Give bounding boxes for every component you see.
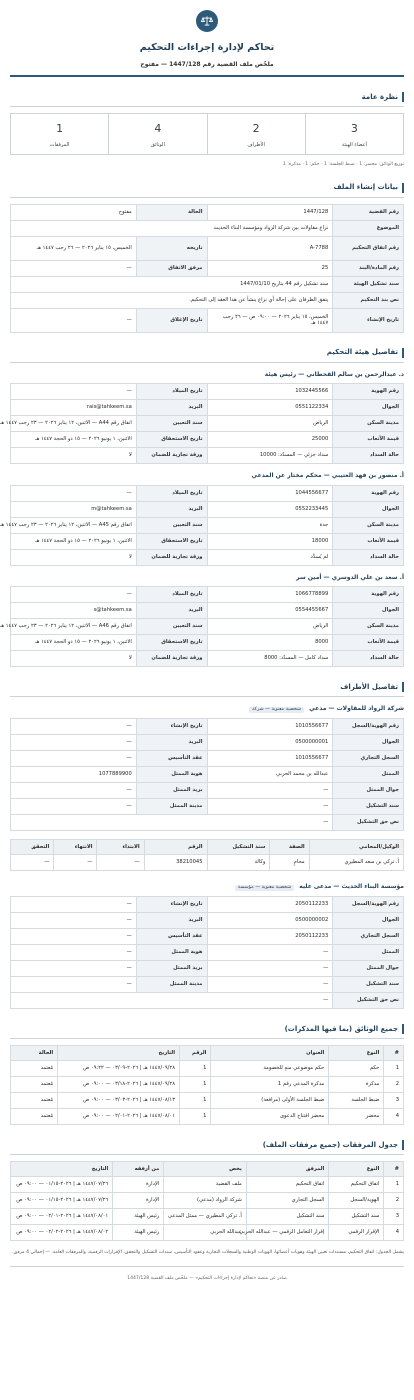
table-row: سند التشكيل — مدينة الممثل — bbox=[11, 977, 404, 993]
divider bbox=[10, 197, 404, 198]
overview-stats bbox=[10, 113, 404, 155]
table-row: الممثل عبدالله بن محمد الحربي هوية الممثل 1077889900 bbox=[11, 767, 404, 783]
panel-members bbox=[0, 370, 404, 668]
table-cell: ١٤٤٧/٠٨/٠٢ هـ | ٢٠٢٦-٠٢/٠٢ — ٠٩:٠٠ ص bbox=[11, 1225, 113, 1241]
table-cell: رئيس الهيئة bbox=[113, 1225, 164, 1241]
party-info-table bbox=[10, 896, 404, 1009]
table-cell: السجل التجاري bbox=[246, 1193, 329, 1209]
table-row bbox=[11, 1209, 404, 1225]
table-cell: حكم bbox=[329, 1061, 384, 1077]
party-title: مؤسسة البناء الحديث — مدعى عليه شخصية معنوية — مؤسسة bbox=[10, 883, 404, 891]
column-header: الرقم bbox=[144, 840, 207, 855]
table-header-row bbox=[11, 1046, 404, 1061]
table-row: رقم الهوية/السجل 1010556677 تاريخ الإنشاء — bbox=[11, 719, 404, 735]
table-cell: سند التشكيل bbox=[329, 1209, 384, 1225]
table-cell: 1 bbox=[180, 1093, 211, 1109]
party-type-badge: شخصية معنوية — مؤسسة bbox=[235, 885, 294, 891]
file-info-table: رقم القضية 1447/128 الحالة مفتوح الموضوع نزاع مقاولات بين شركة الرواد ومؤسسة البناء الحديث رقم اتفاق التحكيم A-7788 تاريخه الخميس، ١٥ يناير ٢٠٢٦ — ٢٦ رجب ١٤٤٧ هـ رقم المادة/البند 25 مرفق الاتفاق — سند تشكيل الهيئة سند تشكيل رقم 44 بتاريخ 1447/01/10 نص بند التحكيم يتفق الطرفان على إحالة أي نزاع ينشأ عن هذا العقد إلى التحكيم. تاريخ الإنشاء الخميس، ١٥ يناير ٢٠٢٦ — ٠٩:٠٠ ص — ٢٦ رجب ١٤٤٧ هـ تاريخ الإغلاق — bbox=[10, 204, 404, 333]
table-cell: 4 bbox=[384, 1225, 404, 1241]
column-header: الابتداء bbox=[97, 840, 144, 855]
member-info-table bbox=[0, 383, 404, 464]
table-row bbox=[11, 1109, 404, 1125]
table-row: رقم الهوية 1044556677 تاريخ الميلاد — bbox=[11, 485, 404, 501]
section-heading-file: بيانات إنشاء الملف bbox=[10, 182, 404, 194]
divider bbox=[10, 362, 404, 363]
table-cell: ملف القضية bbox=[164, 1177, 247, 1193]
table-cell: 1 bbox=[180, 1077, 211, 1093]
column-header: الانتهاء bbox=[54, 840, 97, 855]
column-header: من أرفقه bbox=[113, 1162, 164, 1177]
table-cell: مُعتمد bbox=[11, 1093, 58, 1109]
table-cell: 1 bbox=[384, 1177, 404, 1193]
table-cell: ضبط الجلسة bbox=[329, 1093, 384, 1109]
column-header: النوع bbox=[329, 1046, 384, 1061]
footer: صادر عن منصة «تحاكم لإدارة إجراءات التحكيم» — ملخّص ملف القضية 1447/128 bbox=[127, 1275, 287, 1281]
column-header: المرفق bbox=[246, 1162, 329, 1177]
table-cell: اتفاق التحكيم bbox=[246, 1177, 329, 1193]
table-cell: إقرار التعامل الرقمي — عبدالله الحربي bbox=[246, 1225, 329, 1241]
divider bbox=[10, 75, 404, 77]
table-row bbox=[11, 1225, 404, 1241]
party-type-badge: شخصية معنوية — شركة bbox=[249, 707, 304, 713]
table-cell: ١٤٤٧/٠٨/٠١ هـ | ٢٠٢٦-٠٢/٠١ — ٠٩:٠٠ ص bbox=[58, 1109, 180, 1125]
table-cell: محضر افتتاح الدعوى bbox=[211, 1109, 329, 1125]
table-row: رقم الهوية 1032445566 تاريخ الميلاد — bbox=[11, 384, 404, 400]
stat-documents: 4 الوثائق bbox=[108, 114, 206, 154]
stat-panel-members: 3 أعضاء الهيئة bbox=[305, 114, 403, 154]
table-cell: 2 bbox=[384, 1193, 404, 1209]
table-row: قيمة الأتعاب 8000 تاريخ الاستحقاق الاثنين، ١ يونيو ٢٠٢٦ — ١٥ ذو الحجة ١٤٤٧ هـ bbox=[11, 635, 404, 651]
member-info-table bbox=[0, 586, 404, 667]
table-row: حالة السداد سداد جزئي — المسدّد: 10000 ورقة تجارية للضمان لا bbox=[11, 448, 404, 464]
table-cell: أ. تركي المطيري — ممثل المدعي bbox=[164, 1209, 247, 1225]
table-cell: 38210045 bbox=[144, 855, 207, 871]
table-cell: مذكرة المدعي رقم 1 bbox=[211, 1077, 329, 1093]
section-heading-attachments: جدول المرفقات (جميع مرفقات الملف) bbox=[10, 1139, 404, 1151]
column-header: التحقق bbox=[11, 840, 54, 855]
column-header: يخص bbox=[164, 1162, 247, 1177]
table-row: الجوال 0500000002 البريد — bbox=[11, 913, 404, 929]
table-row: جوال الممثل — بريد الممثل — bbox=[11, 783, 404, 799]
table-cell: مذكرة bbox=[329, 1077, 384, 1093]
table-cell: الإقرار الرقمي bbox=[329, 1225, 384, 1241]
table-row: قيمة الأتعاب 18000 تاريخ الاستحقاق الاثنين، ١ يونيو ٢٠٢٦ — ١٥ ذو الحجة ١٤٤٧ هـ bbox=[11, 533, 404, 549]
table-row bbox=[11, 1177, 404, 1193]
table-row bbox=[11, 855, 404, 871]
table-row: الجوال 0552233445 البريد m@tahkeem.sa bbox=[11, 501, 404, 517]
section-heading-documents: جميع الوثائق (بما فيها المذكرات) bbox=[10, 1023, 404, 1035]
column-header: الرقم bbox=[180, 1046, 211, 1061]
table-row: حالة السداد لم يُسدَّد ورقة تجارية للضمان لا bbox=[11, 549, 404, 565]
page-title: تحاكم لإدارة إجراءات التحكيم bbox=[139, 42, 275, 53]
table-cell: 3 bbox=[384, 1209, 404, 1225]
party-info-table bbox=[10, 718, 404, 831]
attachments-table bbox=[10, 1161, 404, 1241]
column-header: # bbox=[384, 1162, 404, 1177]
section-heading-panel: تفاصيل هيئة التحكيم bbox=[10, 347, 404, 359]
member-title: د. عبدالرحمن بن سالم القحطاني — رئيس هيئة bbox=[264, 370, 404, 378]
table-cell: 3 bbox=[384, 1093, 404, 1109]
column-header: الوكيل/المحامي bbox=[309, 840, 403, 855]
table-cell: — bbox=[54, 855, 97, 871]
table-cell: — bbox=[97, 855, 144, 871]
table-cell: 2 bbox=[384, 1077, 404, 1093]
table-cell: ضبط الجلسة الأولى (مرافعة) bbox=[211, 1093, 329, 1109]
table-cell: ١٤٤٧/٠٧/٢٦ هـ | ٢٠٢٦-٠١/١٥ — ٠٩:٠٠ ص bbox=[11, 1193, 113, 1209]
table-cell: الهوية/السجل bbox=[329, 1193, 384, 1209]
column-header: النوع bbox=[329, 1162, 384, 1177]
table-cell: الإدارة bbox=[113, 1193, 164, 1209]
divider bbox=[10, 106, 404, 107]
table-cell: ١٤٤٧/٠٨/١٣ هـ | ٢٠٢٦-٠٣/٠٣ — ٠٩:٠٠ ص bbox=[58, 1093, 180, 1109]
table-row: جوال الممثل — بريد الممثل — bbox=[11, 961, 404, 977]
column-header: التاريخ bbox=[58, 1046, 180, 1061]
stat-parties: 2 الأطراف bbox=[207, 114, 305, 154]
table-cell: 4 bbox=[384, 1109, 404, 1125]
table-row: سند التشكيل — مدينة الممثل — bbox=[11, 799, 404, 815]
column-header: # bbox=[384, 1046, 404, 1061]
table-cell: 1 bbox=[180, 1061, 211, 1077]
table-row: الجوال 0500000001 البريد — bbox=[11, 735, 404, 751]
table-cell: محامٍ bbox=[270, 855, 309, 871]
divider bbox=[10, 1154, 404, 1155]
table-row: السجل التجاري 2050112233 عقد التأسيس — bbox=[11, 929, 404, 945]
table-cell: ١٤٤٧/٠٩/٢٨ هـ | ٢٠٢٦-٠٣/١٨ — ٠٩:٠٠ ص bbox=[58, 1077, 180, 1093]
scales-icon bbox=[196, 10, 218, 32]
section-heading-overview: نظرة عامة bbox=[10, 91, 404, 103]
table-row: الجوال 0551122334 البريد rais@tahkeem.sa bbox=[11, 400, 404, 416]
member-title: أ. منصور بن فهد العتيبي — محكم مختار عن المدعي bbox=[251, 472, 404, 480]
table-row: رقم الهوية/السجل 2050112233 تاريخ الإنشاء — bbox=[11, 897, 404, 913]
table-row: نص حق التشكيل — bbox=[11, 993, 404, 1009]
divider bbox=[10, 1038, 404, 1039]
table-row bbox=[11, 1093, 404, 1109]
table-cell: مُعتمد bbox=[11, 1077, 58, 1093]
table-cell: أ. تركي بن سعد المطيري bbox=[309, 855, 403, 871]
table-cell: سند التشكيل bbox=[246, 1209, 329, 1225]
column-header: التاريخ bbox=[11, 1162, 113, 1177]
table-row: الممثل — هوية الممثل — bbox=[11, 945, 404, 961]
column-header: العنوان bbox=[211, 1046, 329, 1061]
table-cell: محضر bbox=[329, 1109, 384, 1125]
table-row bbox=[11, 1193, 404, 1209]
documents-distribution: توزيع الوثائق: محضر: 1 · ضبط الجلسة: 1 · حكم: 1 · مذكرة: 1 bbox=[282, 161, 404, 167]
column-header: الحالة bbox=[11, 1046, 58, 1061]
table-row: مدينة السكن جدة سند التعيين اتفاق رقم A45 — الاثنين، ١٢ يناير ٢٠٢٦ — ٢٣ رجب ١٤٤٧ هـ bbox=[11, 517, 404, 533]
divider bbox=[10, 696, 404, 697]
column-header: الصفة bbox=[270, 840, 309, 855]
table-row: حالة السداد سداد كامل — المسدّد: 8000 ورقة تجارية للضمان لا bbox=[11, 651, 404, 667]
table-row: الجوال 0554455667 البريد s@tahkeem.sa bbox=[11, 603, 404, 619]
member-title: أ. سعد بن علي الدوسري — أمين سر bbox=[296, 573, 404, 581]
table-cell: — bbox=[11, 855, 54, 871]
attachments-note: يشمل الجدول: اتفاق التحكيم، مستندات تعيين الهيئة وهويات أعضائها، الهويات الوطنية والسجلات التجارية وعقود التأسيس، سندات التشكيل والتحقق، الإقرارات الرقمية، والمرفقات العامة. — إجمالي 4 مرفق. bbox=[12, 1250, 404, 1256]
table-row: السجل التجاري 1010556677 عقد التأسيس — bbox=[11, 751, 404, 767]
table-row: نص حق التشكيل — bbox=[11, 815, 404, 831]
divider bbox=[10, 1266, 404, 1267]
table-row: قيمة الأتعاب 25000 تاريخ الاستحقاق الاثنين، ١ يونيو ٢٠٢٦ — ١٥ ذو الحجة ١٤٤٧ هـ bbox=[11, 432, 404, 448]
agents-table bbox=[10, 839, 404, 871]
table-row: رقم الهوية 1066778899 تاريخ الميلاد — bbox=[11, 587, 404, 603]
table-row: مدينة السكن الرياض سند التعيين اتفاق رقم A46 — الاثنين، ١٢ يناير ٢٠٢٦ — ٢٣ رجب ١٤٤٧ هـ bbox=[11, 619, 404, 635]
stat-attachments: 1 المرفقات bbox=[49, 121, 70, 148]
table-cell: رئيس الهيئة bbox=[113, 1209, 164, 1225]
table-cell: مُعتمد bbox=[11, 1109, 58, 1125]
table-cell: ١٤٤٧/٠٧/٢٦ هـ | ٢٠٢٦-٠١/١٥ — ٠٩:٠٠ ص bbox=[11, 1177, 113, 1193]
table-cell: حكم موضوعي منهٍ للخصومة bbox=[211, 1061, 329, 1077]
table-row: مدينة السكن الرياض سند التعيين اتفاق رقم A44 — الاثنين، ١٢ يناير ٢٠٢٦ — ٢٣ رجب ١٤٤٧ هـ bbox=[11, 416, 404, 432]
table-cell: مُعتمد bbox=[11, 1061, 58, 1077]
table-cell: ١٤٤٧/٠٨/٠١ هـ | ٢٠٢٦-٠٢/٠١ — ٠٩:٠٠ ص bbox=[11, 1209, 113, 1225]
table-cell: شركة الرواد (مدعي) bbox=[164, 1193, 247, 1209]
table-cell: اتفاق التحكيم bbox=[329, 1177, 384, 1193]
table-row bbox=[11, 1061, 404, 1077]
page-subtitle: ملخّص ملف القضية رقم 1447/128 — مفتوح bbox=[140, 60, 274, 68]
table-cell: وكالة bbox=[207, 855, 270, 871]
member-info-table bbox=[0, 485, 404, 566]
column-header: سند التشكيل bbox=[207, 840, 270, 855]
table-cell: الإدارة bbox=[113, 1177, 164, 1193]
documents-table bbox=[10, 1045, 404, 1125]
table-header-row bbox=[11, 1162, 404, 1177]
table-cell: 1 bbox=[180, 1109, 211, 1125]
party-title: شركة الرواد للمقاولات — مدعي شخصية معنوية — شركة bbox=[10, 705, 404, 713]
section-heading-parties: تفاصيل الأطراف bbox=[10, 681, 404, 693]
table-row bbox=[11, 1077, 404, 1093]
table-header-row bbox=[11, 840, 404, 855]
table-cell: ١٤٤٧/٠٩/٢٨ هـ | ٢٠٢٦-٠٣/٠٩ — ٠٩:٢٢ ص bbox=[58, 1061, 180, 1077]
table-cell: 1 bbox=[384, 1061, 404, 1077]
table-cell: عبدالله الحربي bbox=[164, 1225, 247, 1241]
